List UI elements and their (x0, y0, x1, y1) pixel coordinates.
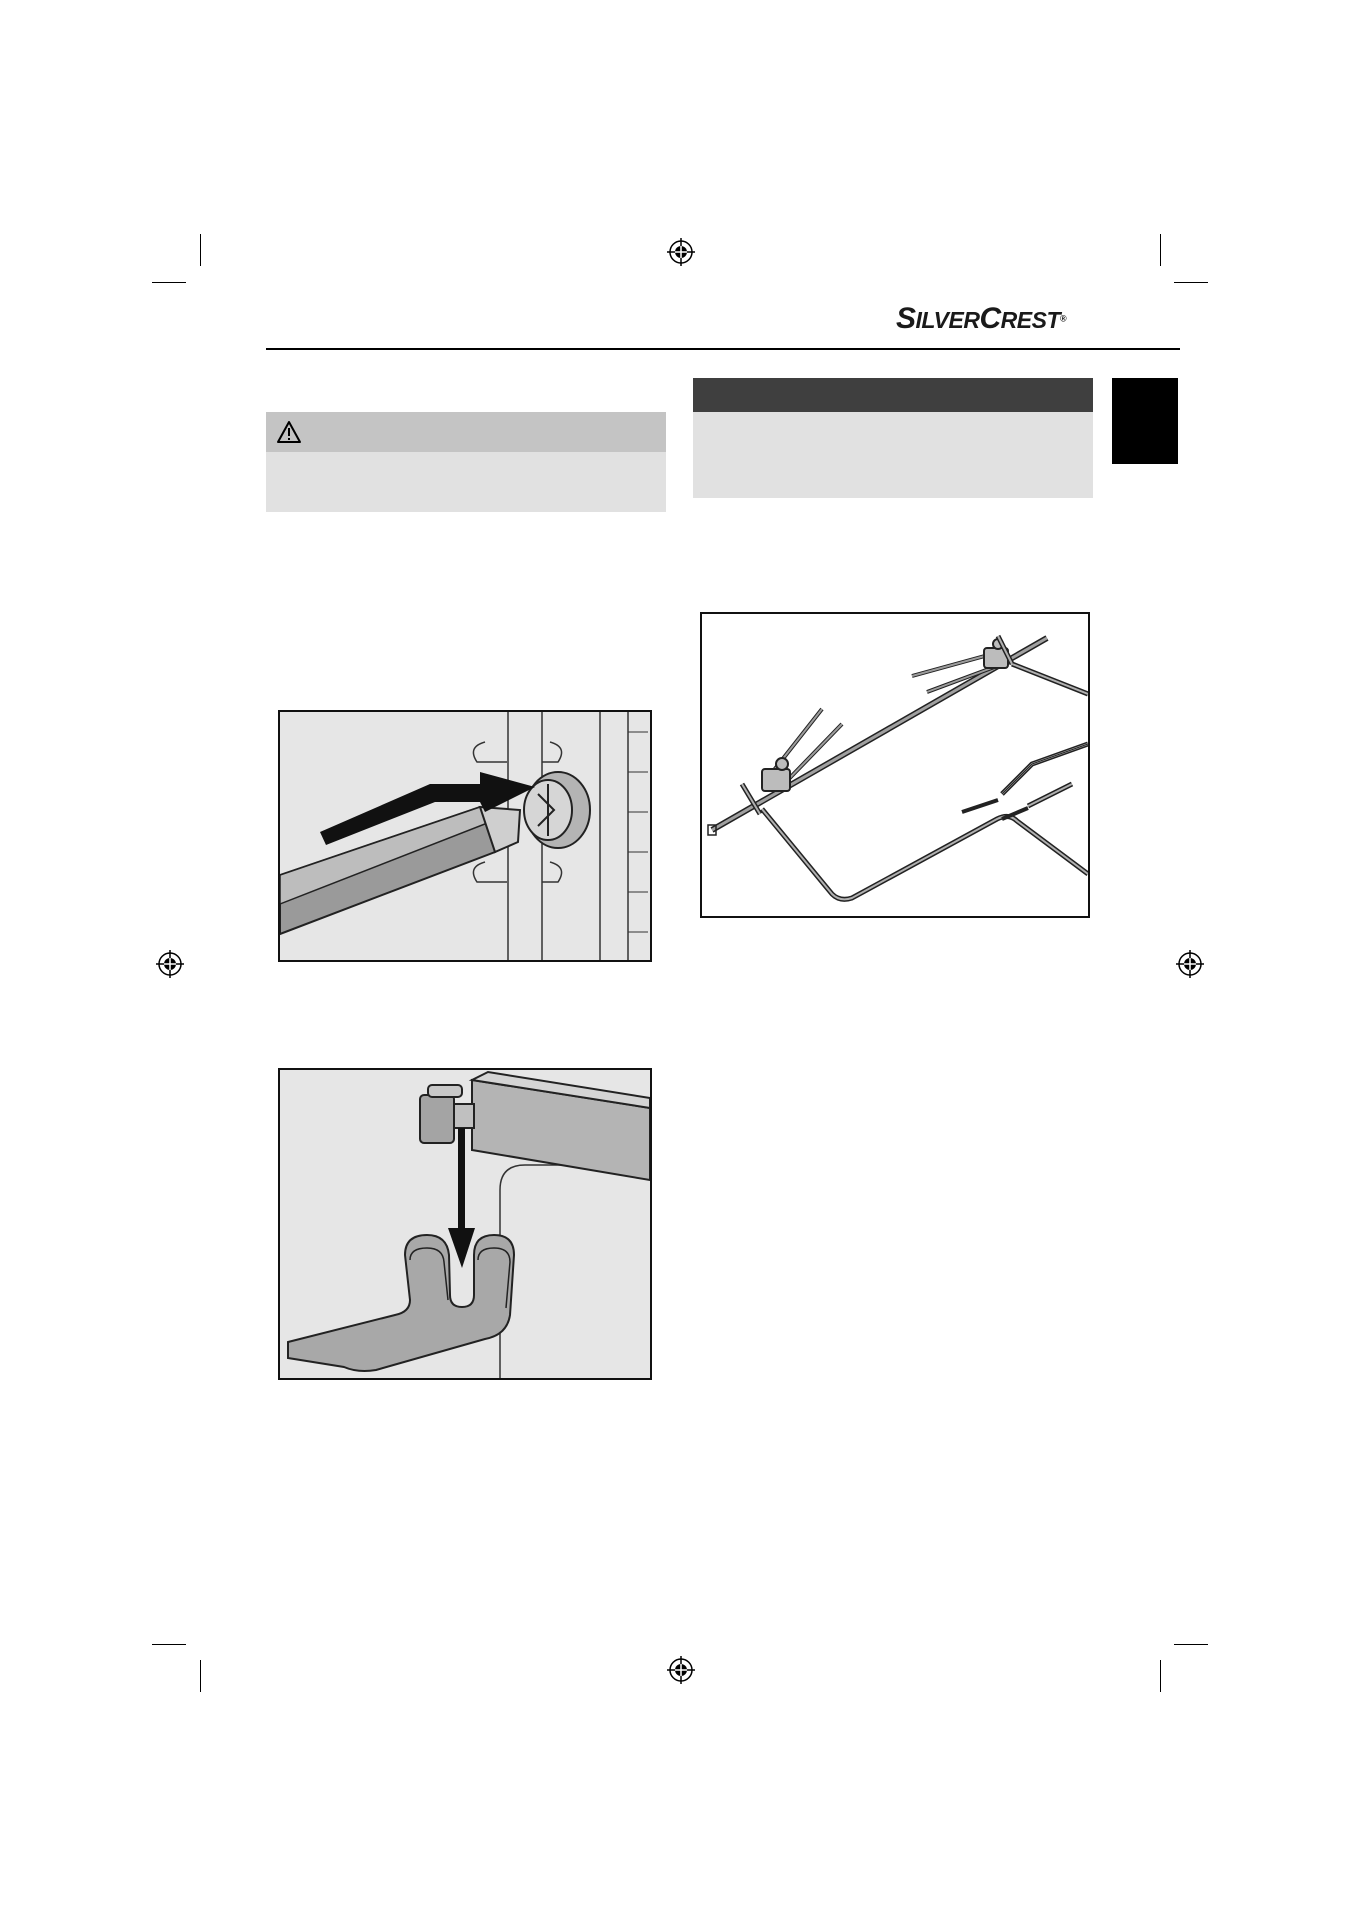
registration-mark-icon (1176, 950, 1204, 978)
registration-mark-icon (156, 950, 184, 978)
crop-mark (152, 1644, 186, 1645)
warning-triangle-icon (276, 420, 302, 444)
registered-mark: ® (1060, 313, 1067, 324)
brand-initial-1: S (896, 302, 916, 335)
crop-mark (200, 234, 201, 266)
registration-mark-icon (667, 238, 695, 266)
bracket-figure (278, 1068, 652, 1380)
brand-rest-2: REST (1000, 307, 1060, 333)
header-rule (266, 348, 1180, 350)
note-box-body (693, 412, 1093, 498)
screwdriver-figure (278, 710, 652, 962)
warning-box-header (266, 412, 666, 452)
brand-logo (896, 302, 1096, 342)
brand-initial-2: C (979, 302, 1001, 335)
language-tab (1112, 378, 1178, 464)
crop-mark (1174, 1644, 1208, 1645)
crop-mark (200, 1660, 201, 1692)
crop-mark (1160, 1660, 1161, 1692)
brand-rest-1: ILVER (915, 307, 980, 333)
crop-mark (1160, 234, 1161, 266)
registration-mark-icon (667, 1656, 695, 1684)
crop-mark (152, 282, 186, 283)
note-box-header (693, 378, 1093, 412)
rotisserie-figure (700, 612, 1090, 918)
warning-box-body (266, 452, 666, 512)
crop-mark (1174, 282, 1208, 283)
